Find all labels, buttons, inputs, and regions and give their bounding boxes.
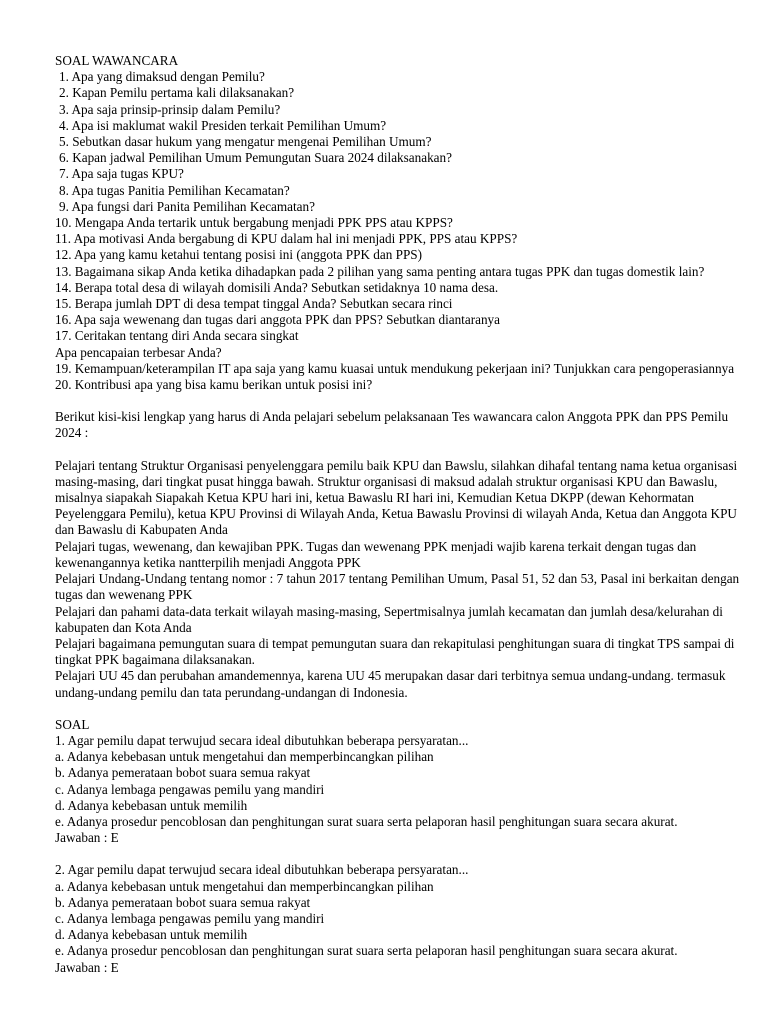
interview-question: 19. Kemampuan/keterampilan IT apa saja yang kamu kuasai untuk mendukung pekerjaan ini? Tunjukkan cara pengoperasiannya: [55, 360, 735, 376]
interview-question: 2. Kapan Pemilu pertama kali dilaksanakan?: [59, 85, 295, 101]
soal-option: a. Adanya kebebasan untuk mengetahui dan memperbincangkan pilihan: [55, 749, 434, 765]
interview-question-list: [55, 69, 755, 393]
kisi-item: Pelajari bagaimana pemungutan suara di tempat pemungutan suara dan rekapitulasi penghitungan suara di tingkat TPS sampai di tingkat PPK bagaimana dilaksanakan.: [55, 635, 735, 668]
soal-option: c. Adanya lembaga pengawas pemilu yang mandiri: [55, 910, 325, 926]
soal-option: b. Adanya pemerataan bobot suara semua rakyat: [55, 894, 311, 910]
kisi-item: Pelajari Undang-Undang tentang nomor : 7 tahun 2017 tentang Pemilihan Umum, Pasal 51, 52 dan 53, Pasal ini berkaitan dengan tugas dan wewenang PPK: [55, 571, 740, 603]
kisi-item: Pelajari dan pahami data-data terkait wilayah masing-masing, Sepertmisalnya jumlah kecamatan dan jumlah desa/kelurahan di kabupaten dan Kota Anda: [55, 603, 723, 635]
interview-question: 15. Berapa jumlah DPT di desa tempat tinggal Anda? Sebutkan secara rinci: [55, 296, 453, 312]
soal-question: 1. Agar pemilu dapat terwujud secara ideal dibutuhkan beberapa persyaratan...: [55, 732, 469, 748]
kisi-item: Pelajari tentang Struktur Organisasi penyelenggara pemilu baik KPU dan Bawslu, silahkan dihafal tentang nama ketua organisasi masing-masing, dari tingkat pusat hingga bawah. Struktur organisasi di maksud adalah struktur organisasi KPU dan Bawaslu, misalnya siapakah Siapakah Ketua KPU hari ini, ketua Bawaslu RI hari ini, Kemudian Ketua DKPP (dewan Kehormatan Peyelenggara Pemilu), ketua KPU Provinsi di Wilayah Anda, Ketua Bawaslu Provinsi di wilayah Anda, Ketua dan Anggota KPU dan Bawaslu di Kabupaten Anda: [55, 457, 738, 538]
interview-question: 16. Apa saja wewenang dan tugas dari anggota PPK dan PPS? Sebutkan diantaranya: [55, 312, 500, 328]
section-spacer: [55, 442, 755, 458]
interview-question: 14. Berapa total desa di wilayah domisili Anda? Sebutkan setidaknya 10 nama desa.: [55, 279, 499, 295]
interview-question: 8. Apa tugas Panitia Pemilihan Kecamatan?: [59, 182, 290, 198]
interview-question: 17. Ceritakan tentang diri Anda secara singkat: [55, 328, 299, 344]
interview-question: 1. Apa yang dimaksud dengan Pemilu?: [59, 69, 265, 85]
soal-answer: Jawaban : E: [55, 830, 119, 846]
section-spacer: [55, 393, 755, 409]
kisi-item: Pelajari UU 45 dan perubahan amandemennya, karena UU 45 merupakan dasar dari terbitnya semua undang-undang. termasuk undang-undang pemilu dan tata perundang-undangan di Indonesia.: [55, 668, 726, 700]
kisi-intro: Berikut kisi-kisi lengkap yang harus di Anda pelajari sebelum pelaksanaan Tes wawancara calon Anggota PPK dan PPS Pemilu 2024 :: [55, 409, 729, 441]
soal-option: c. Adanya lembaga pengawas pemilu yang mandiri: [55, 781, 325, 797]
interview-question: 13. Bagaimana sikap Anda ketika dihadapkan pada 2 pilihan yang sama penting antara tugas PPK dan tugas domestik lain?: [55, 263, 705, 279]
interview-question: 5. Sebutkan dasar hukum yang mengatur mengenai Pemilihan Umum?: [59, 134, 432, 150]
kisi-list: [55, 458, 755, 701]
interview-question: 3. Apa saja prinsip-prinsip dalam Pemilu?: [59, 101, 281, 117]
soal-option: d. Adanya kebebasan untuk memilih: [55, 927, 248, 943]
interview-question: 11. Apa motivasi Anda bergabung di KPU dalam hal ini menjadi PPK, PPS atau KPPS?: [55, 231, 518, 247]
soal-option: a. Adanya kebebasan untuk mengetahui dan memperbincangkan pilihan: [55, 878, 434, 894]
soal-title: SOAL: [55, 716, 90, 732]
soal-question: 2. Agar pemilu dapat terwujud secara ideal dibutuhkan beberapa persyaratan...: [55, 862, 469, 878]
interview-title: SOAL WAWANCARA: [55, 53, 179, 68]
interview-question: 20. Kontribusi apa yang bisa kamu berikan untuk posisi ini?: [55, 377, 373, 393]
interview-question: 7. Apa saja tugas KPU?: [59, 166, 184, 182]
interview-question: Apa pencapaian terbesar Anda?: [55, 344, 222, 360]
soal-option: e. Adanya prosedur pencoblosan dan penghitungan surat suara serta pelaporan hasil penghitungan suara secara akurat.: [55, 943, 678, 959]
section-spacer: [55, 846, 755, 862]
interview-question: 9. Apa fungsi dari Panita Pemilihan Kecamatan?: [59, 198, 315, 214]
document-page: [55, 53, 755, 976]
interview-question: 10. Mengapa Anda tertarik untuk bergabung menjadi PPK PPS atau KPPS?: [55, 215, 453, 231]
soal-answer: Jawaban : E: [55, 959, 119, 975]
section-spacer: [55, 701, 755, 717]
soal-option: d. Adanya kebebasan untuk memilih: [55, 797, 248, 813]
kisi-item: Pelajari tugas, wewenang, dan kewajiban PPK. Tugas dan wewenang PPK menjadi wajib karena terkait dengan tugas dan kewenangannya ketika nantterpilih menjadi Anggota PPK: [55, 538, 697, 570]
interview-question: 4. Apa isi maklumat wakil Presiden terkait Pemilihan Umum?: [59, 117, 387, 133]
soal-item: [55, 862, 755, 975]
soal-option: b. Adanya pemerataan bobot suara semua rakyat: [55, 765, 311, 781]
interview-question: 12. Apa yang kamu ketahui tentang posisi ini (anggota PPK dan PPS): [55, 247, 423, 263]
soal-item: [55, 733, 755, 846]
soal-option: e. Adanya prosedur pencoblosan dan penghitungan surat suara serta pelaporan hasil penghitungan suara secara akurat.: [55, 813, 678, 829]
interview-question: 6. Kapan jadwal Pemilihan Umum Pemungutan Suara 2024 dilaksanakan?: [59, 150, 452, 166]
